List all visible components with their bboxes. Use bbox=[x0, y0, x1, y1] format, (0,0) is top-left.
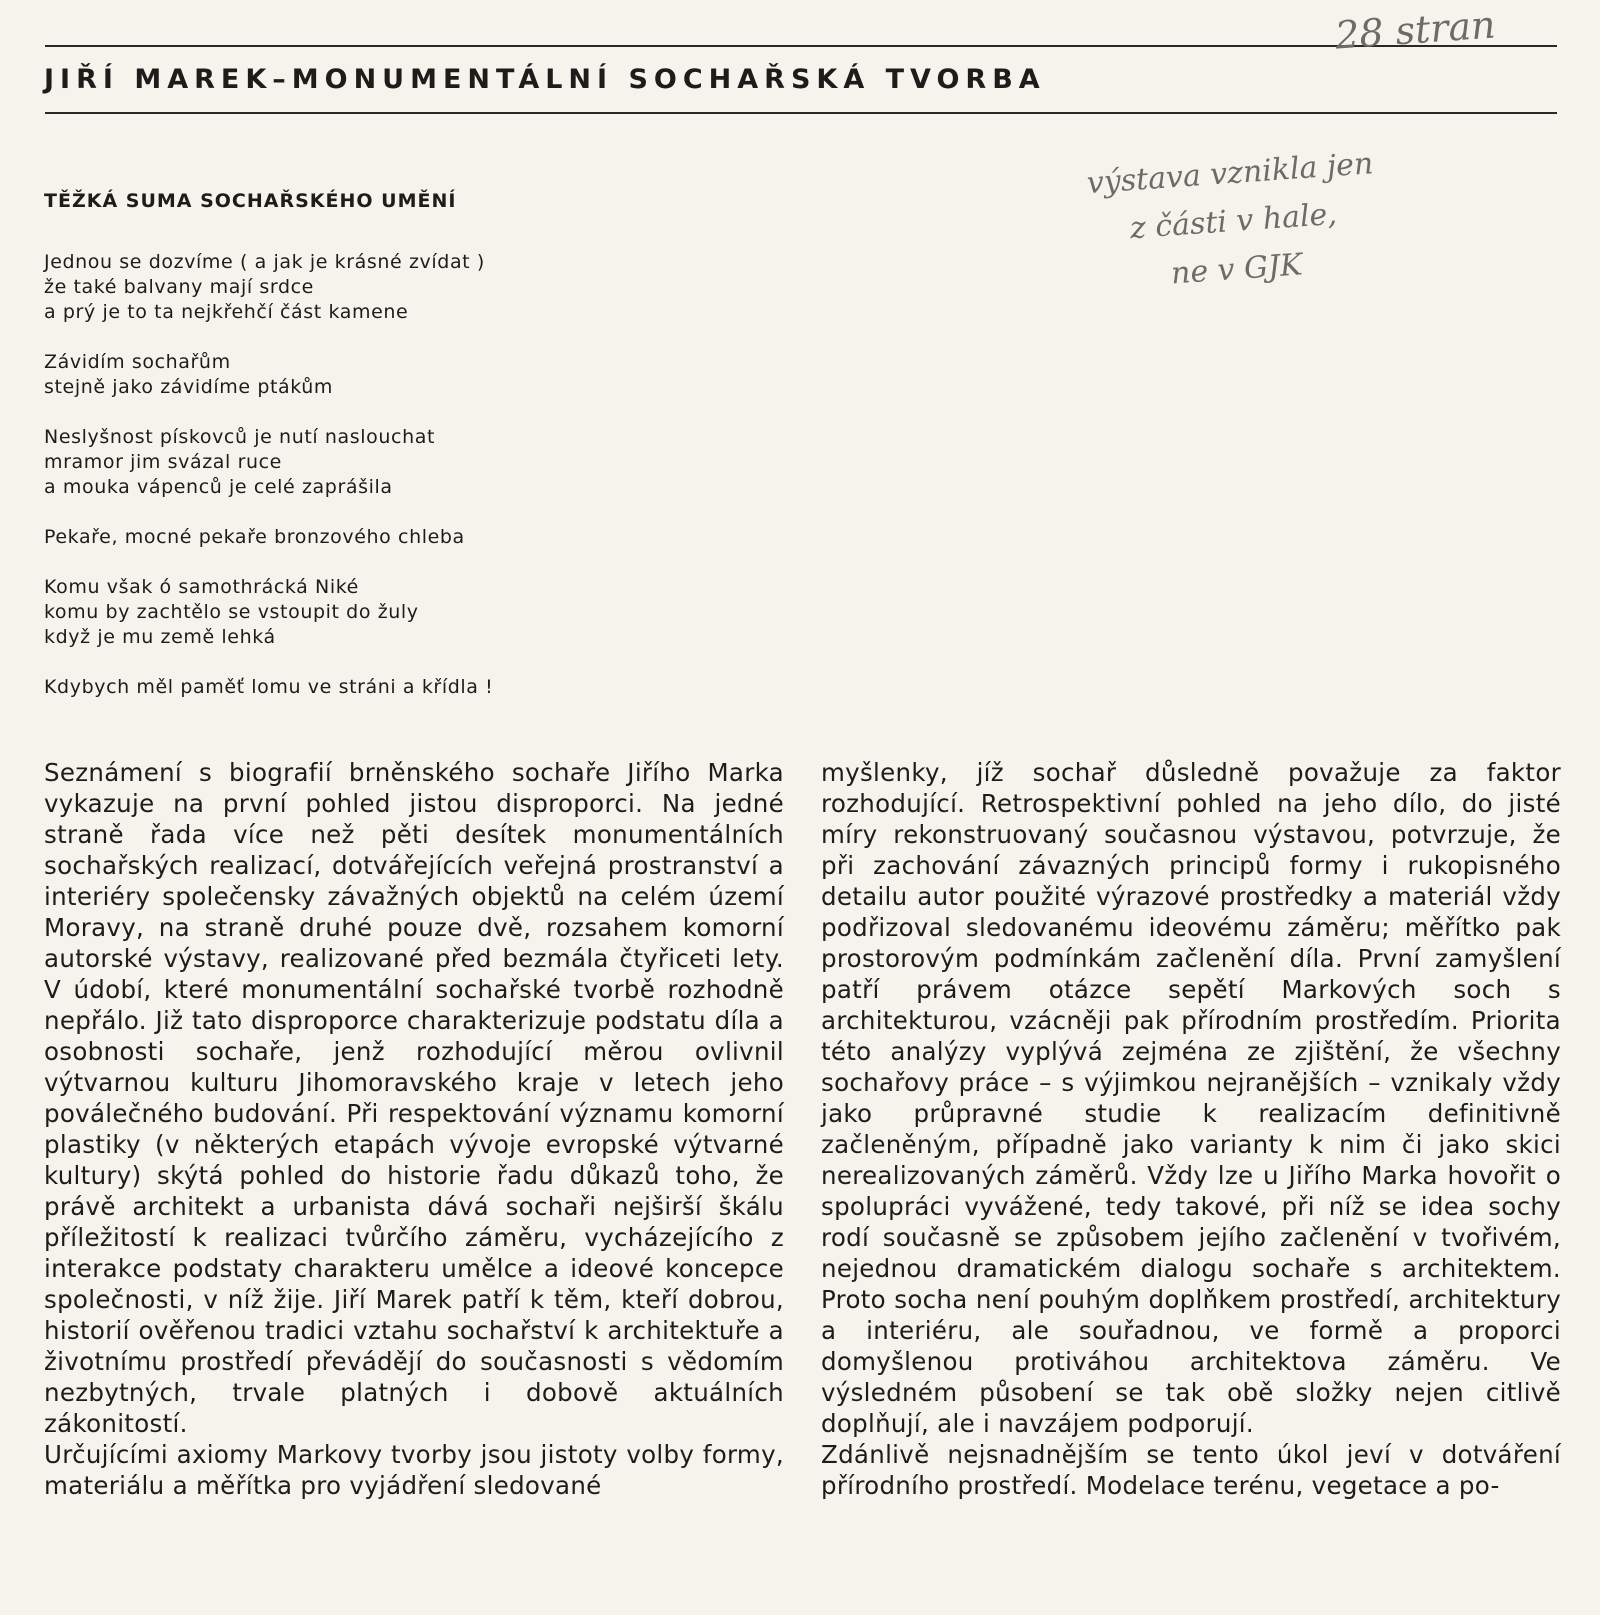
poem-stanza bbox=[44, 250, 493, 325]
handwritten-note bbox=[1085, 140, 1381, 304]
poem-line: Pekaře, mocné pekaře bronzového chleba bbox=[44, 526, 465, 548]
poem-line: a prý je to ta nejkřehčí část kamene bbox=[44, 301, 409, 323]
poem-stanza bbox=[44, 575, 493, 650]
page-title: JIŘÍ MAREK–MONUMENTÁLNÍ SOCHAŘSKÁ TVORBA bbox=[44, 64, 1046, 95]
poem-line: Závidím sochařům bbox=[44, 351, 231, 373]
poem-line: Jednou se dozvíme ( a jak je krásné zvídat ) bbox=[44, 251, 485, 273]
poem-line: stejně jako závidíme ptákům bbox=[44, 376, 334, 398]
poem-title: TĚŽKÁ SUMA SOCHAŘSKÉHO UMĚNÍ bbox=[44, 190, 457, 212]
poem-line: Kdybych měl paměť lomu ve stráni a křídla ! bbox=[44, 676, 494, 698]
poem-line: mramor jim svázal ruce bbox=[44, 451, 282, 473]
poem-stanza bbox=[44, 675, 493, 700]
handwritten-note-line: výstava vznikla jen bbox=[1085, 146, 1375, 202]
article-paragraph: Seznámení s biografií brněnského sochaře Jiřího Marka vykazuje na první pohled jistou disproporci. Na jedné straně řada více než pěti desítek monumentálních sochařských realizací, dotvářejících veřejná prostranství a interiéry společensky závažných objektů na celém území Moravy, na straně druhé pouze dvě, rozsahem komorní autorské výstavy, realizované před bezmála čtyřiceti lety. V údobí, které monumentální sochařské tvorbě rozhodně nepřálo. Již tato disproporce charakterizuje podstatu díla a osobnosti sochaře, jenž rozhodující měrou ovlivnil výtvarnou kulturu Jihomoravského kraje v letech jeho poválečného budování. Při respektování významu komorní plastiky (v některých etapách vývoje evropské výtvarné kultury) skýtá pohled do historie řadu důkazů toho, že právě architekt a urbanista dává sochaři nejširší škálu příležitostí k realizaci tvůrčího záměru, vycházejícího z interakce podstaty charakteru umělce a ideové koncepce společnosti, v níž žije. Jiří Marek patří k těm, kteří dobrou, historií ověřenou tradici vztahu sochařství k architektuře a životnímu prostředí převádějí do současnosti s vědomím nezbytných, trvale platných i dobově aktuálních zákonitostí. bbox=[44, 758, 784, 1438]
article-paragraph: myšlenky, jíž sochař důsledně považuje za faktor rozhodující. Retrospektivní pohled na jeho dílo, do jisté míry rekonstruovaný současnou výstavou, potvrzuje, že při zachování závazných principů formy i rukopisného detailu autor použité výrazové prostředky a materiál vždy podřizoval sledovanému ideovému záměru; měřítko pak prostorovým podmínkám začlenění díla. První zamyšlení patří právem otázce sepětí Markových soch s architekturou, vzácněji pak přírodním prostředím. Priorita této analýzy vyplývá zejména ze zjištění, že všechny sochařovy práce – s výjimkou nejranějších – vznikaly vždy jako průpravné studie k realizacím definitivně začleněným, případně jako varianty k nim či jako skici nerealizovaných záměrů. Vždy lze u Jiřího Marka hovořit o spolupráci vyvážené, tedy takové, při níž se idea sochy rodí současně se způsobem jejího začlenění v tvořivém, nejednou dramatickém dialogu sochaře s architektem. Proto socha není pouhým doplňkem prostředí, architektury a interiéru, ale souřadnou, ve formě a proporci domyšlenou protiváhou architektova záměru. Ve výsledném působení se tak obě složky nejen citlivě doplňují, ale i navzájem podporují. bbox=[821, 758, 1561, 1438]
poem-line: že také balvany mají srdce bbox=[44, 276, 314, 298]
poem-line: komu by zachtělo se vstoupit do žuly bbox=[44, 601, 419, 623]
handwritten-note-line: ne v GJK bbox=[1169, 247, 1304, 292]
poem-line: a mouka vápenců je celé zaprášila bbox=[44, 476, 393, 498]
article-column-left bbox=[44, 757, 784, 1501]
poem-stanza bbox=[44, 425, 493, 500]
article-paragraph: Určujícími axiomy Markovy tvorby jsou jistoty volby formy, materiálu a měřítka pro vyjádření sledované bbox=[44, 1440, 784, 1500]
poem bbox=[44, 250, 493, 725]
poem-line: když je mu země lehká bbox=[44, 626, 276, 648]
article-column-right bbox=[821, 757, 1561, 1501]
top-rule bbox=[45, 45, 1557, 47]
article-paragraph: Zdánlivě nejsnadnějším se tento úkol jeví v dotváření přírodního prostředí. Modelace terénu, vegetace a po- bbox=[821, 1440, 1561, 1500]
poem-line: Komu však ó samothrácká Niké bbox=[44, 576, 359, 598]
handwritten-note-line: z části v hale, bbox=[1128, 196, 1338, 247]
poem-line: Neslyšnost pískovců je nutí naslouchat bbox=[44, 426, 436, 448]
poem-stanza bbox=[44, 350, 493, 400]
handwritten-page-note: 28 stran bbox=[1333, 2, 1497, 58]
title-rule bbox=[45, 112, 1557, 114]
poem-stanza bbox=[44, 525, 493, 550]
